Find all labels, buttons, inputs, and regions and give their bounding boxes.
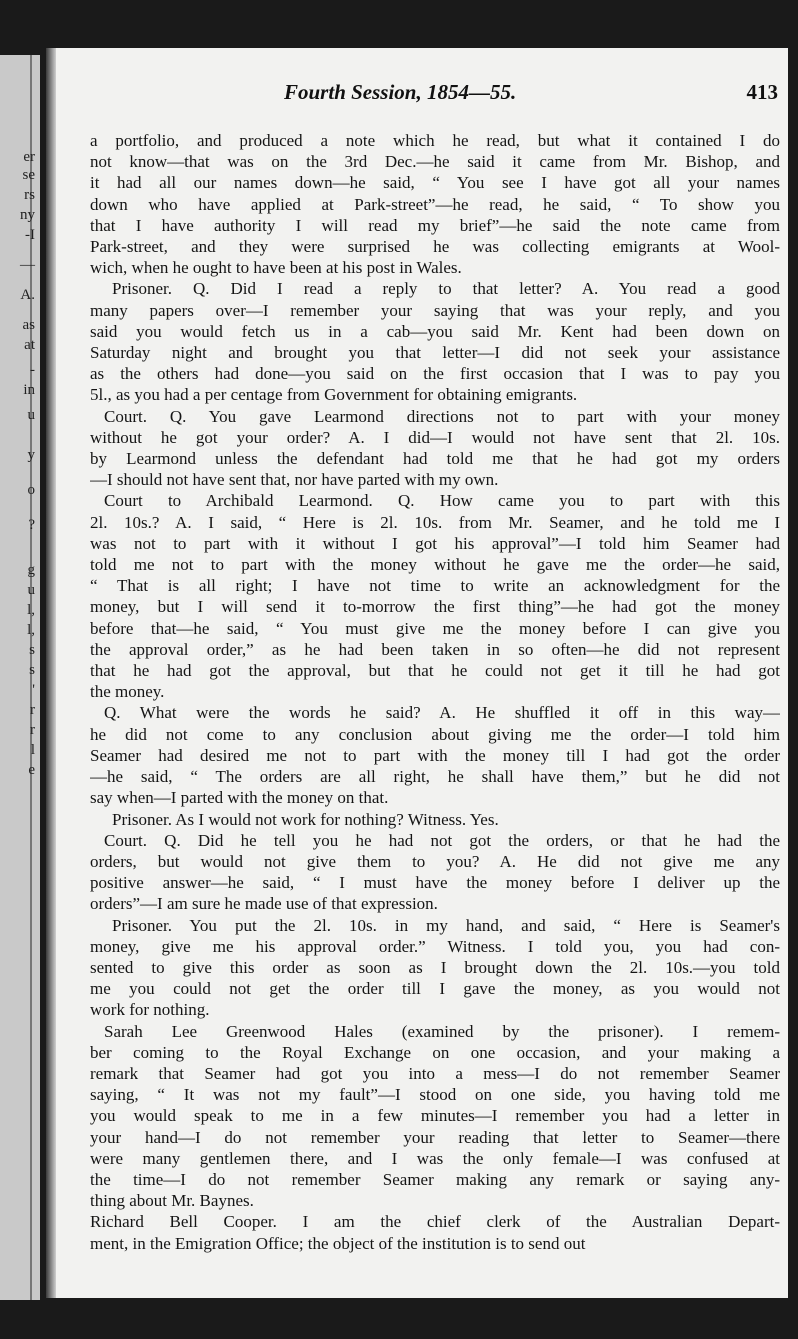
running-header: Fourth Session, 1854—55.	[284, 80, 517, 104]
facing-page-fragment: ny	[20, 207, 35, 223]
facing-page-fragment: rs	[24, 187, 35, 203]
text-line: the money.	[90, 682, 165, 702]
text-line: that I have authority I will read my brief”—he said the note came from	[90, 215, 780, 235]
text-line: ber coming to the Royal Exchange on one occasion, and your making a	[90, 1042, 780, 1062]
page-gutter	[46, 48, 56, 1298]
text-line: said you would fetch us in a cab—you said Mr. Kent had been down on	[90, 321, 780, 341]
text-line: orders”—I am sure he made use of that expression.	[90, 894, 438, 914]
facing-page-fragment: s	[29, 662, 35, 678]
text-line: that he had got the approval, but that he could not get it till he had got	[90, 661, 780, 681]
text-line: Court. Q. Did he tell you he had not got the orders, or that he had the	[104, 830, 780, 850]
facing-page-fragment: er	[23, 149, 35, 165]
text-line: the approval order,” as he had been taken in so often—he did not represent	[90, 639, 780, 659]
text-line: thing about Mr. Baynes.	[90, 1191, 254, 1211]
text-line: —he said, “ The orders are all right, he shall have them,” but he did not	[90, 767, 780, 787]
text-line: orders, but would not give them to you? A. He did not give me any	[90, 851, 780, 871]
facing-page-edge	[0, 55, 40, 1300]
text-line: were many gentlemen there, and I was the only female—I was confused at	[90, 1148, 780, 1168]
facing-page-fragment: u	[27, 582, 35, 598]
text-line: told me not to part with the money without he gave me the order—he said,	[90, 555, 780, 575]
facing-page-fragment: as	[22, 317, 35, 333]
text-line: me you could not get the order till I gave the money, as you would not	[90, 979, 780, 999]
text-line: Saturday night and brought you that letter—I did not seek your assistance	[90, 343, 780, 363]
page-number: 413	[746, 80, 778, 104]
text-line: ment, in the Emigration Office; the object of the institution is to send out	[90, 1233, 586, 1253]
text-line: Court to Archibald Learmond. Q. How came you to part with this	[104, 491, 780, 511]
text-line: the time—I do not remember Seamer making any remark or saying any-	[90, 1169, 780, 1189]
facing-page-fragment: e	[28, 762, 35, 778]
facing-page-fragment: -	[30, 362, 35, 378]
text-line: money, but I will send it to-morrow the first thing”—he had got the money	[90, 597, 780, 617]
text-line: wich, when he ought to have been at his post in Wales.	[90, 258, 462, 278]
facing-page-fragment: u	[27, 407, 35, 423]
text-line: saying, “ It was not my fault”—I stood on one side, you having told me	[90, 1085, 780, 1105]
text-line: work for nothing.	[90, 1000, 210, 1020]
text-line: your hand—I do not remember your reading that letter to Seamer—there	[90, 1127, 780, 1147]
text-line: Prisoner. You put the 2l. 10s. in my hand, and said, “ Here is Seamer's	[112, 915, 780, 935]
text-line: “ That is all right; I have not time to write an acknowledgment for the	[90, 576, 780, 596]
facing-page-fragment: r	[30, 702, 35, 718]
facing-page-fragment: l	[30, 742, 35, 758]
text-line: remark that Seamer had got you into a mess—I do not remember Seamer	[90, 1063, 780, 1083]
facing-page-fragment: —	[20, 257, 35, 273]
text-line: as the others had done—you said on the first occasion that I was to pay you	[90, 364, 780, 384]
text-line: Park-street, and they were surprised he was collecting emigrants at Wool-	[90, 237, 780, 257]
text-line: Prisoner. Q. Did I read a reply to that letter? A. You read a good	[112, 279, 780, 299]
text-line: —I should not have sent that, nor have parted with my own.	[90, 470, 499, 490]
text-line: was not to part with it without I got his approval”—I told him Seamer had	[90, 533, 780, 553]
text-line: 5l., as you had a per centage from Government for obtaining emigrants.	[90, 385, 578, 405]
facing-page-fragment: l,	[27, 602, 35, 618]
facing-page-fragment: -I	[25, 227, 35, 243]
text-line: before that—he said, “ You must give me the money before I can give you	[90, 618, 780, 638]
facing-page-fragment: o	[27, 482, 35, 498]
book-page	[46, 48, 788, 1298]
body-text	[90, 130, 780, 1254]
text-line: by Learmond unless the defendant had told me that he had got my orders	[90, 449, 780, 469]
facing-page-fragment: g	[27, 562, 35, 578]
text-line: Prisoner. As I would not work for nothing? Witness. Yes.	[112, 809, 499, 829]
text-line: he did not come to any conclusion about giving me the order—I told him	[90, 724, 780, 744]
text-line: not know—that was on the 3rd Dec.—he said it came from Mr. Bishop, and	[90, 152, 780, 172]
text-line: down who have applied at Park-street”—he read, he said, “ To show you	[90, 194, 780, 214]
text-line: without he got your order? A. I did—I would not have sent that 2l. 10s.	[90, 427, 780, 447]
text-line: many papers over—I remember your saying that was your reply, and you	[90, 300, 780, 320]
facing-page-fragment: y	[27, 447, 35, 463]
text-line: money, give me his approval order.” Witness. I told you, you had con-	[90, 936, 780, 956]
facing-page-fragment: l,	[27, 622, 35, 638]
facing-page-fragment: ?	[28, 517, 35, 533]
facing-page-fragment: s	[29, 642, 35, 658]
text-line: Seamer had desired me not to part with the money till I had got the order	[90, 745, 780, 765]
facing-page-fragment: r	[30, 722, 35, 738]
text-line: it had all our names down—he said, “ You see I have got all your names	[90, 173, 780, 193]
text-line: Q. What were the words he said? A. He shuffled it off in this way—	[104, 703, 780, 723]
facing-page-fragment: at	[24, 337, 35, 353]
facing-page-fragment: '	[32, 682, 35, 698]
text-line: 2l. 10s.? A. I said, “ Here is 2l. 10s. from Mr. Seamer, and he told me I	[90, 512, 780, 532]
text-line: say when—I parted with the money on that.	[90, 788, 389, 808]
text-line: sented to give this order as soon as I brought down the 2l. 10s.—you told	[90, 957, 780, 977]
text-line: positive answer—he said, “ I must have the money before I deliver up the	[90, 873, 780, 893]
text-line: Sarah Lee Greenwood Hales (examined by the prisoner). I remem-	[104, 1021, 780, 1041]
text-line: Richard Bell Cooper. I am the chief clerk of the Australian Depart-	[90, 1212, 780, 1232]
text-line: a portfolio, and produced a note which he read, but what it contained I do	[90, 131, 780, 150]
text-line: you would speak to me in a few minutes—I remember you had a letter in	[90, 1106, 780, 1126]
facing-page-fragment: se	[22, 167, 35, 183]
text-line: Court. Q. You gave Learmond directions not to part with your money	[104, 406, 780, 426]
facing-page-fragment: in	[23, 382, 35, 398]
facing-page-fragment: A.	[20, 287, 35, 303]
